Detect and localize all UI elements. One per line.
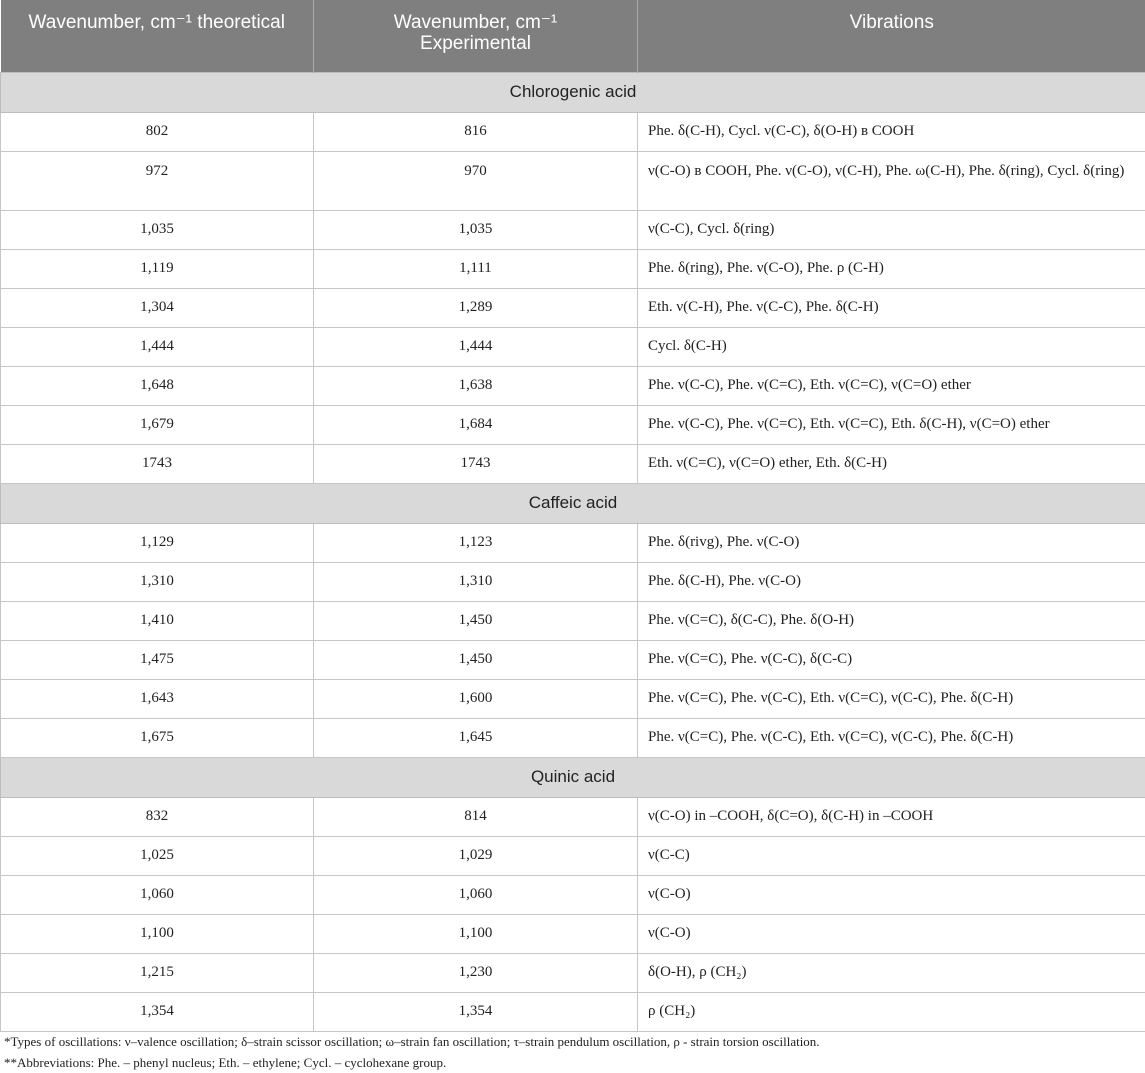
cell-experimental: 1,354 (314, 992, 638, 1031)
footnotes (4, 1031, 820, 1073)
cell-vibrations: Phe. δ(C-H), Cycl. ν(C-C), δ(O-H) в COOH (638, 112, 1145, 151)
cell-theoretical: 802 (1, 112, 314, 151)
cell-vibrations: Phe. ν(C=C), δ(C-C), Phe. δ(O-H) (638, 601, 1145, 640)
cell-theoretical: 1,643 (1, 679, 314, 718)
section-title: Quinic acid (1, 757, 1145, 797)
cell-experimental: 1,645 (314, 718, 638, 757)
cell-experimental: 814 (314, 797, 638, 836)
header-vibrations (638, 0, 1145, 72)
footnote-oscillations: *Types of oscillations: ν–valence oscillation; δ–strain scissor oscillation; ω–strain fan oscillation; τ–strain pendulum oscillation, ρ - strain torsion oscillation. (4, 1031, 820, 1052)
table-row (1, 601, 1145, 640)
cell-vibrations: Eth. ν(C=C), ν(C=O) ether, Eth. δ(C-H) (638, 444, 1145, 483)
footnote-abbreviations: **Abbreviations: Phe. – phenyl nucleus; Eth. – ethylene; Cycl. – cyclohexane group. (4, 1052, 820, 1073)
cell-vibrations: ν(C-C) (638, 836, 1145, 875)
section-title: Chlorogenic acid (1, 72, 1145, 112)
cell-theoretical: 1,035 (1, 210, 314, 249)
cell-vibrations: ν(C-O) в COOH, Phe. ν(C-O), ν(C-H), Phe. ω(C-H), Phe. δ(ring), Cycl. δ(ring) (638, 151, 1145, 210)
table-row (1, 836, 1145, 875)
cell-experimental: 1,060 (314, 875, 638, 914)
cell-theoretical: 832 (1, 797, 314, 836)
cell-experimental: 1,230 (314, 953, 638, 992)
cell-experimental: 1,684 (314, 405, 638, 444)
cell-theoretical: 1,310 (1, 562, 314, 601)
cell-theoretical: 1,025 (1, 836, 314, 875)
cell-theoretical: 972 (1, 151, 314, 210)
cell-experimental: 1,450 (314, 640, 638, 679)
table-row (1, 914, 1145, 953)
section-row (1, 757, 1145, 797)
cell-vibrations: δ(O-H), ρ (CH₂) (638, 953, 1145, 992)
table-row (1, 112, 1145, 151)
cell-vibrations: Cycl. δ(C-H) (638, 327, 1145, 366)
cell-vibrations: Phe. ν(C=C), Phe. ν(C-C), Eth. ν(C=C), ν(C-C), Phe. δ(C-H) (638, 718, 1145, 757)
table-row (1, 288, 1145, 327)
cell-vibrations: Phe. δ(C-H), Phe. ν(C-O) (638, 562, 1145, 601)
cell-experimental: 1,638 (314, 366, 638, 405)
cell-theoretical: 1,675 (1, 718, 314, 757)
cell-theoretical: 1,304 (1, 288, 314, 327)
cell-vibrations: Phe. δ(rivg), Phe. ν(C-O) (638, 523, 1145, 562)
cell-theoretical: 1743 (1, 444, 314, 483)
table-row (1, 718, 1145, 757)
cell-vibrations: Phe. ν(C-C), Phe. ν(C=C), Eth. ν(C=C), ν(C=O) ether (638, 366, 1145, 405)
table-row (1, 444, 1145, 483)
cell-theoretical: 1,410 (1, 601, 314, 640)
cell-theoretical: 1,129 (1, 523, 314, 562)
section-title: Caffeic acid (1, 483, 1145, 523)
cell-experimental: 1,100 (314, 914, 638, 953)
table-row (1, 992, 1145, 1031)
table-row (1, 875, 1145, 914)
table-row (1, 562, 1145, 601)
cell-experimental: 1,444 (314, 327, 638, 366)
header-vibrations-label: Vibrations (850, 12, 934, 33)
cell-vibrations: Phe. ν(C=C), Phe. ν(C-C), δ(C-C) (638, 640, 1145, 679)
cell-vibrations: Phe. ν(C-C), Phe. ν(C=C), Eth. ν(C=C), Eth. δ(C-H), ν(C=O) ether (638, 405, 1145, 444)
cell-experimental: 1,310 (314, 562, 638, 601)
cell-theoretical: 1,679 (1, 405, 314, 444)
cell-experimental: 1,035 (314, 210, 638, 249)
cell-theoretical: 1,648 (1, 366, 314, 405)
header-experimental (314, 0, 638, 72)
cell-experimental: 816 (314, 112, 638, 151)
cell-vibrations: ν(C-O) in –COOH, δ(C=O), δ(C-H) in –COOH (638, 797, 1145, 836)
cell-theoretical: 1,444 (1, 327, 314, 366)
cell-experimental: 1,289 (314, 288, 638, 327)
header-experimental-line2: Experimental (420, 33, 531, 54)
cell-theoretical: 1,215 (1, 953, 314, 992)
cell-experimental: 1743 (314, 444, 638, 483)
cell-experimental: 970 (314, 151, 638, 210)
table-row (1, 797, 1145, 836)
table-body (1, 72, 1145, 1031)
table-row (1, 405, 1145, 444)
table-row (1, 210, 1145, 249)
header-theoretical (1, 0, 314, 72)
cell-vibrations: ν(C-C), Cycl. δ(ring) (638, 210, 1145, 249)
section-row (1, 72, 1145, 112)
header-row (1, 0, 1145, 72)
cell-vibrations: ν(C-O) (638, 875, 1145, 914)
table-row (1, 953, 1145, 992)
cell-experimental: 1,029 (314, 836, 638, 875)
cell-vibrations: Phe. δ(ring), Phe. ν(C-O), Phe. ρ (C-H) (638, 249, 1145, 288)
cell-theoretical: 1,354 (1, 992, 314, 1031)
cell-vibrations: Eth. ν(C-H), Phe. ν(C-C), Phe. δ(C-H) (638, 288, 1145, 327)
cell-theoretical: 1,060 (1, 875, 314, 914)
table-row (1, 151, 1145, 210)
table-row (1, 366, 1145, 405)
table-row (1, 327, 1145, 366)
cell-theoretical: 1,100 (1, 914, 314, 953)
cell-vibrations: Phe. ν(C=C), Phe. ν(C-C), Eth. ν(C=C), ν(C-C), Phe. δ(C-H) (638, 679, 1145, 718)
cell-vibrations: ρ (CH₂) (638, 992, 1145, 1031)
header-experimental-line1: Wavenumber, cm⁻¹ (394, 12, 557, 33)
cell-experimental: 1,123 (314, 523, 638, 562)
table-row (1, 249, 1145, 288)
cell-theoretical: 1,475 (1, 640, 314, 679)
cell-theoretical: 1,119 (1, 249, 314, 288)
cell-experimental: 1,600 (314, 679, 638, 718)
section-row (1, 483, 1145, 523)
cell-experimental: 1,111 (314, 249, 638, 288)
cell-experimental: 1,450 (314, 601, 638, 640)
header-theoretical-label: Wavenumber, cm⁻¹ theoretical (29, 12, 285, 33)
table-row (1, 523, 1145, 562)
table-row (1, 679, 1145, 718)
table-row (1, 640, 1145, 679)
cell-vibrations: ν(C-O) (638, 914, 1145, 953)
